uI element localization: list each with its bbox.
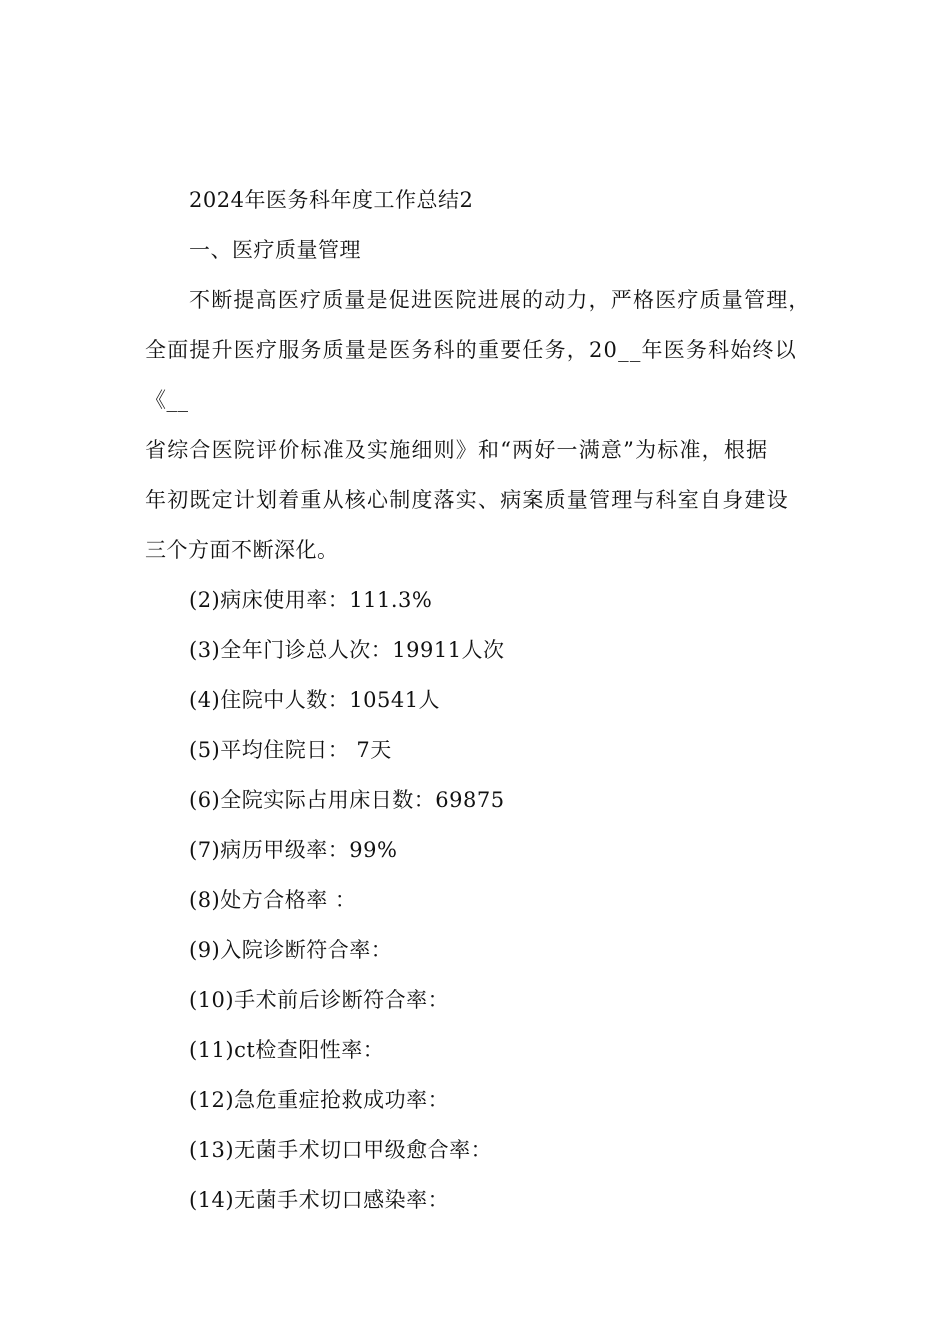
stat-item: (6)全院实际占用床日数：69875	[189, 788, 505, 812]
stat-item: (14)无菌手术切口感染率：	[189, 1188, 450, 1212]
stat-item: (4)住院中人数：10541人	[189, 688, 441, 712]
stat-item: (8)处方合格率 ：	[189, 888, 357, 912]
paragraph-line: 年初既定计划着重从核心制度落实、病案质量管理与科室自身建设	[145, 488, 789, 512]
stat-item: (12)急危重症抢救成功率：	[189, 1088, 450, 1112]
stat-item: (13)无菌手术切口甲级愈合率：	[189, 1138, 493, 1162]
paragraph-line: 省综合医院评价标准及实施细则》和“两好一满意”为标准，根据	[145, 438, 769, 462]
section-heading: 一、医疗质量管理	[189, 238, 361, 262]
paragraph-line: 全面提升医疗服务质量是医务科的重要任务，20__年医务科始终以	[145, 338, 797, 362]
paragraph-line: 三个方面不断深化。	[145, 538, 339, 562]
stat-item: (2)病床使用率：111.3%	[189, 588, 433, 612]
stat-item: (10)手术前后诊断符合率：	[189, 988, 450, 1012]
paragraph-line: 《__	[145, 388, 189, 412]
stat-item: (3)全年门诊总人次：19911人次	[189, 638, 505, 662]
stat-item: (5)平均住院日： 7天	[189, 738, 392, 762]
stat-item: (11)ct检查阳性率：	[189, 1038, 385, 1062]
document-title: 2024年医务科年度工作总结2	[189, 188, 474, 212]
stat-item: (9)入院诊断符合率：	[189, 938, 393, 962]
paragraph-line: 不断提高医疗质量是促进医院进展的动力，严格医疗质量管理，	[189, 288, 811, 312]
stat-item: (7)病历甲级率：99%	[189, 838, 398, 862]
